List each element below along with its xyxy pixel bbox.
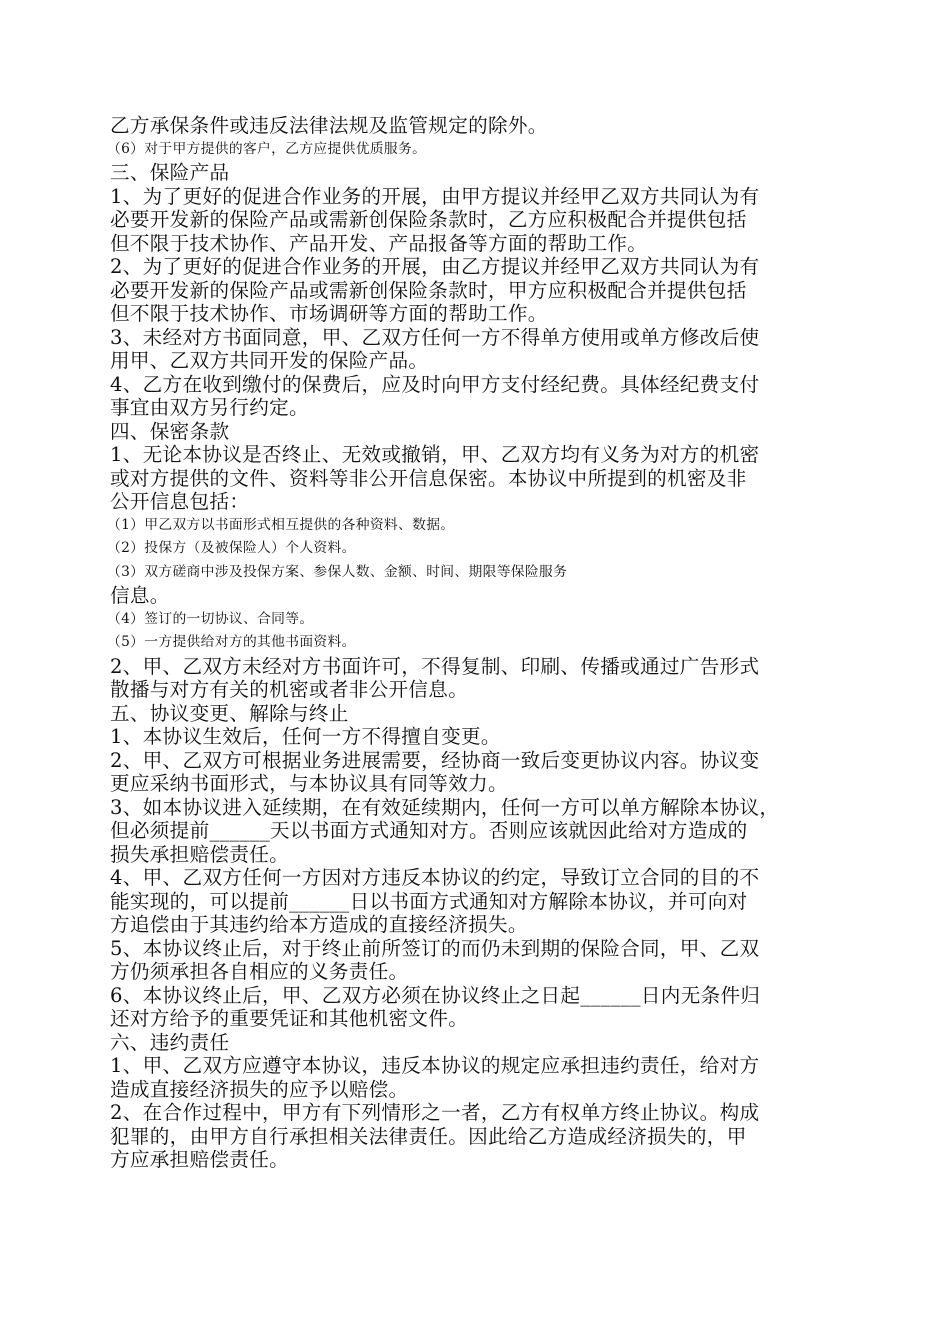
document-line: 更应采纳书面形式，与本协议具有同等效力。 — [110, 772, 508, 795]
document-line: 六、违约责任 — [110, 1030, 230, 1054]
document-line: 还对方给予的重要凭证和其他机密文件。 — [110, 1007, 469, 1030]
document-line: 3、如本协议进入延续期，在有效延续期内，任何一方可以单方解除本协议， — [110, 795, 780, 819]
document-line: 散播与对方有关的机密或者非公开信息。 — [110, 678, 469, 701]
document-line: 4、甲、乙双方任何一方因对方违反本协议的约定，导致订立合同的目的不 — [110, 866, 760, 889]
document-line: 造成直接经济损失的应予以赔偿。 — [110, 1077, 409, 1101]
document-line: 能实现的，可以提前______日以书面方式通知对方解除本协议，并可向对 — [110, 889, 748, 913]
document-line: 但必须提前______天以书面方式通知对方。否则应该就因此给对方造成的 — [110, 819, 748, 842]
document-line: 1、甲、乙双方应遵守本协议，违反本协议的规定应承担违约责任，给对方 — [110, 1054, 760, 1077]
document-line: （6）对于甲方提供的客户，乙方应提供优质服务。 — [107, 140, 427, 157]
document-line: 1、本协议生效后，任何一方不得擅自变更。 — [110, 725, 501, 748]
document-line: 公开信息包括： — [110, 490, 250, 513]
document-line: （2）投保方（及被保险人）个人资料。 — [107, 540, 356, 556]
document-line: 1、为了更好的促进合作业务的开展，由甲方提议并经甲乙双方共同认为有 — [110, 184, 760, 208]
document-line: 2、甲、乙双方可根据业务进展需要，经协商一致后变更协议内容。协议变 — [110, 748, 760, 772]
document-line: 但不限于技术协作、产品开发、产品报备等方面的帮助工作。 — [110, 231, 648, 255]
document-line: 用甲、乙双方共同开发的保险产品。 — [110, 349, 429, 372]
document-line: 或对方提供的文件、资料等非公开信息保密。本协议中所提到的机密及非 — [110, 466, 747, 490]
document-line: 必要开发新的保险产品或需新创保险条款时，乙方应积极配合并提供包括 — [110, 208, 747, 231]
document-line: 事宜由双方另行约定。 — [110, 396, 309, 419]
document-line: （4）签订的一切协议、合同等。 — [107, 610, 314, 627]
document-body — [107, 114, 850, 1172]
document-line: 2、为了更好的促进合作业务的开展，由乙方提议并经甲乙双方共同认为有 — [110, 255, 760, 278]
document-line: 1、无论本协议是否终止、无效或撤销，甲、乙双方均有义务为对方的机密 — [110, 443, 760, 466]
document-line: （1）甲乙双方以书面形式相互提供的各种资料、数据。 — [107, 516, 455, 533]
document-line: 2、甲、乙双方未经对方书面许可，不得复制、印刷、传播或通过广告形式 — [110, 654, 760, 678]
document-line: 5、本协议终止后，对于终止前所签订的而仍未到期的保险合同，甲、乙双 — [110, 936, 760, 960]
document-line: 四、保密条款 — [110, 419, 230, 443]
document-line: 五、协议变更、解除与终止 — [110, 701, 349, 725]
document-line: 方应承担赔偿责任。 — [110, 1148, 290, 1171]
document-line: 三、保险产品 — [110, 161, 230, 184]
document-line: （3）双方磋商中涉及投保方案、参保人数、金额、时间、期限等保险服务 — [107, 563, 568, 580]
document-line: 犯罪的，由甲方自行承担相关法律责任。因此给乙方造成经济损失的，甲 — [110, 1124, 747, 1148]
document-line: 6、本协议终止后，甲、乙双方必须在协议终止之日起______日内无条件归 — [110, 983, 761, 1007]
document-line: 方仍须承担各自相应的义务责任。 — [110, 960, 409, 983]
document-line: 乙方承保条件或违反法律法规及监管规定的除外。 — [110, 114, 548, 137]
document-line: 2、在合作过程中，甲方有下列情形之一者，乙方有权单方终止协议。构成 — [110, 1101, 760, 1124]
document-line: 方追偿由于其违约给本方造成的直接经济损失。 — [110, 913, 528, 936]
document-line: 3、未经对方书面同意，甲、乙双方任何一方不得单方使用或单方修改后使 — [110, 325, 760, 349]
document-line: 损失承担赔偿责任。 — [110, 842, 290, 866]
document-line: 4、乙方在收到缴付的保费后，应及时向甲方支付经纪费。具体经纪费支付 — [110, 372, 760, 396]
document-line: 但不限于技术协作、市场调研等方面的帮助工作。 — [110, 302, 548, 325]
document-line: （5）一方提供给对方的其他书面资料。 — [107, 634, 356, 650]
document-line: 必要开发新的保险产品或需新创保险条款时，甲方应积极配合并提供包括 — [110, 278, 747, 302]
document-line: 信息。 — [110, 584, 170, 607]
